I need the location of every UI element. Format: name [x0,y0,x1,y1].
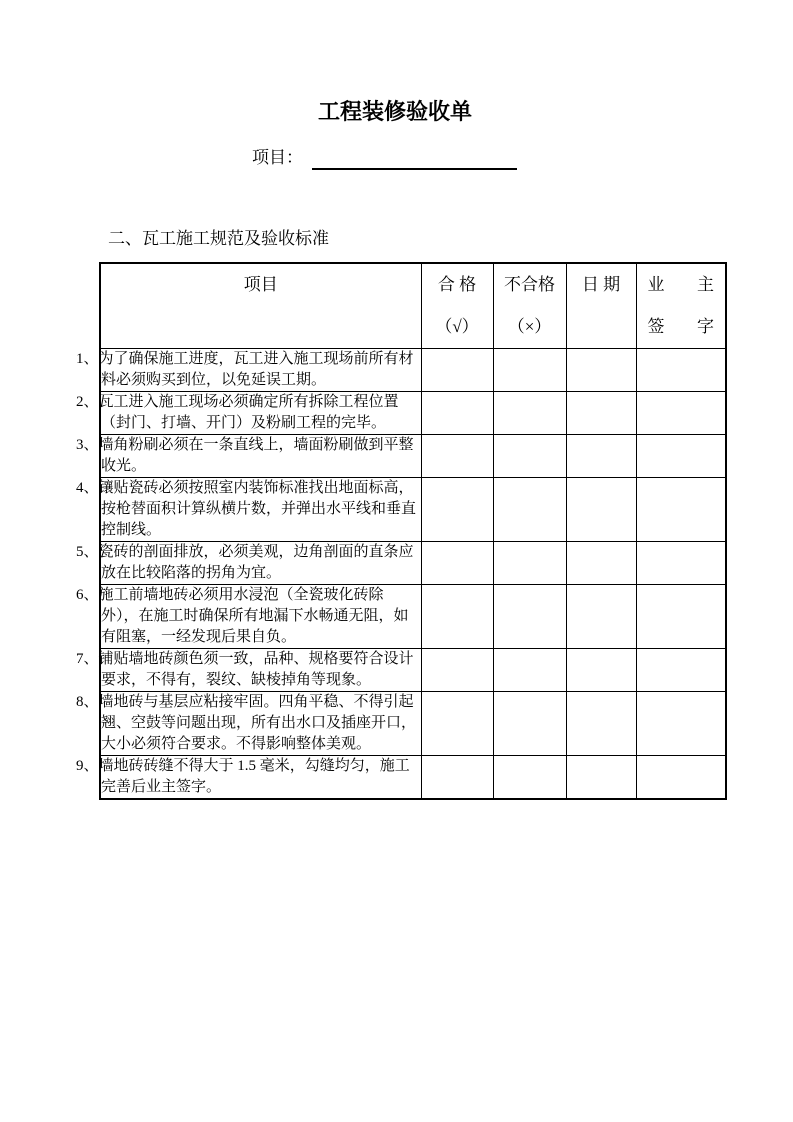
project-label: 项目： [252,148,303,167]
pass-cell[interactable] [421,756,493,800]
col-header-pass [421,263,493,349]
col-header-date [566,263,636,349]
date-cell[interactable] [566,392,636,435]
table-row [100,756,726,800]
pass-cell[interactable] [421,542,493,585]
fail-cell[interactable] [493,392,566,435]
pass-cell[interactable] [421,478,493,542]
fail-cell[interactable] [493,692,566,756]
fail-cell[interactable] [493,585,566,649]
col-header-item-label: 项目 [243,275,278,294]
table-row [100,649,726,692]
item-text: 4、镶贴瓷砖必须按照室内装饰标准找出地面标高，按枪替面积计算纵横片数，并弹出水平线和垂直控制线。 [100,478,421,542]
signature-cell[interactable] [636,756,726,800]
pass-cell[interactable] [421,649,493,692]
pass-cell[interactable] [421,392,493,435]
fail-cell[interactable] [493,478,566,542]
item-text: 6、施工前墙地砖必须用水浸泡（全瓷玻化砖除外），在施工时确保所有地漏下水畅通无阻，如有阻塞，一经发现后果自负。 [100,585,421,649]
section-heading: 二、瓦工施工规范及验收标准 [108,229,329,248]
acceptance-table [76,262,727,800]
fail-cell[interactable] [493,756,566,800]
date-header-label: 日 期 [581,275,621,294]
item-text: 2、瓦工进入施工现场必须确定所有拆除工程位置（封门、打墙、开门）及粉刷工程的完毕。 [100,392,421,435]
date-cell[interactable] [566,585,636,649]
date-cell[interactable] [566,435,636,478]
date-cell[interactable] [566,478,636,542]
fail-cell[interactable] [493,542,566,585]
item-text: 8、墙地砖与基层应粘接牢固。四角平稳、不得引起翘、空鼓等问题出现，所有出水口及插座开口，大小必须符合要求。不得影响整体美观。 [100,692,421,756]
pass-cell[interactable] [421,435,493,478]
table-row [100,692,726,756]
signature-cell[interactable] [636,392,726,435]
pass-cell[interactable] [421,585,493,649]
signature-cell[interactable] [636,542,726,585]
fail-cell[interactable] [493,349,566,392]
date-cell[interactable] [566,542,636,585]
owner-header-line2: 签 字 [647,317,714,336]
item-text: 7、铺贴墙地砖颜色须一致，品种、规格要符合设计要求，不得有，裂纹、缺棱掉角等现象。 [100,649,421,692]
signature-cell[interactable] [636,478,726,542]
date-cell[interactable] [566,692,636,756]
col-header-item [100,263,421,349]
fail-header-line2: （×） [507,317,552,336]
pass-cell[interactable] [421,692,493,756]
signature-cell[interactable] [636,585,726,649]
item-text: 3、墙角粉刷必须在一条直线上，墙面粉刷做到平整收光。 [100,435,421,478]
project-line [252,146,517,170]
pass-header-line2: （√） [435,317,479,336]
item-text: 5、瓷砖的剖面排放，必须美观，边角剖面的直条应放在比较陷落的拐角为宜。 [100,542,421,585]
table-row [100,542,726,585]
fail-cell[interactable] [493,649,566,692]
date-cell[interactable] [566,349,636,392]
date-cell[interactable] [566,649,636,692]
fail-cell[interactable] [493,435,566,478]
col-header-fail [493,263,566,349]
col-header-owner-signature [636,263,726,349]
owner-header-line1: 业 主 [647,275,714,294]
pass-header-line1: 合 格 [437,275,477,294]
item-text: 9、墙地砖砖缝不得大于 1.5 毫米，勾缝均匀，施工完善后业主签字。 [100,756,421,800]
signature-cell[interactable] [636,692,726,756]
item-text: 1、为了确保施工进度，瓦工进入施工现场前所有材料必须购买到位，以免延误工期。 [100,349,421,392]
table-row [100,585,726,649]
table-row [100,478,726,542]
document-title: 工程装修验收单 [317,99,472,124]
date-cell[interactable] [566,756,636,800]
table-row [100,392,726,435]
signature-cell[interactable] [636,435,726,478]
table-row [100,349,726,392]
table-header-row [100,263,726,349]
table-row [100,435,726,478]
signature-cell[interactable] [636,649,726,692]
signature-cell[interactable] [636,349,726,392]
fail-header-line1: 不合格 [504,275,555,294]
project-value-field[interactable] [312,148,517,170]
pass-cell[interactable] [421,349,493,392]
